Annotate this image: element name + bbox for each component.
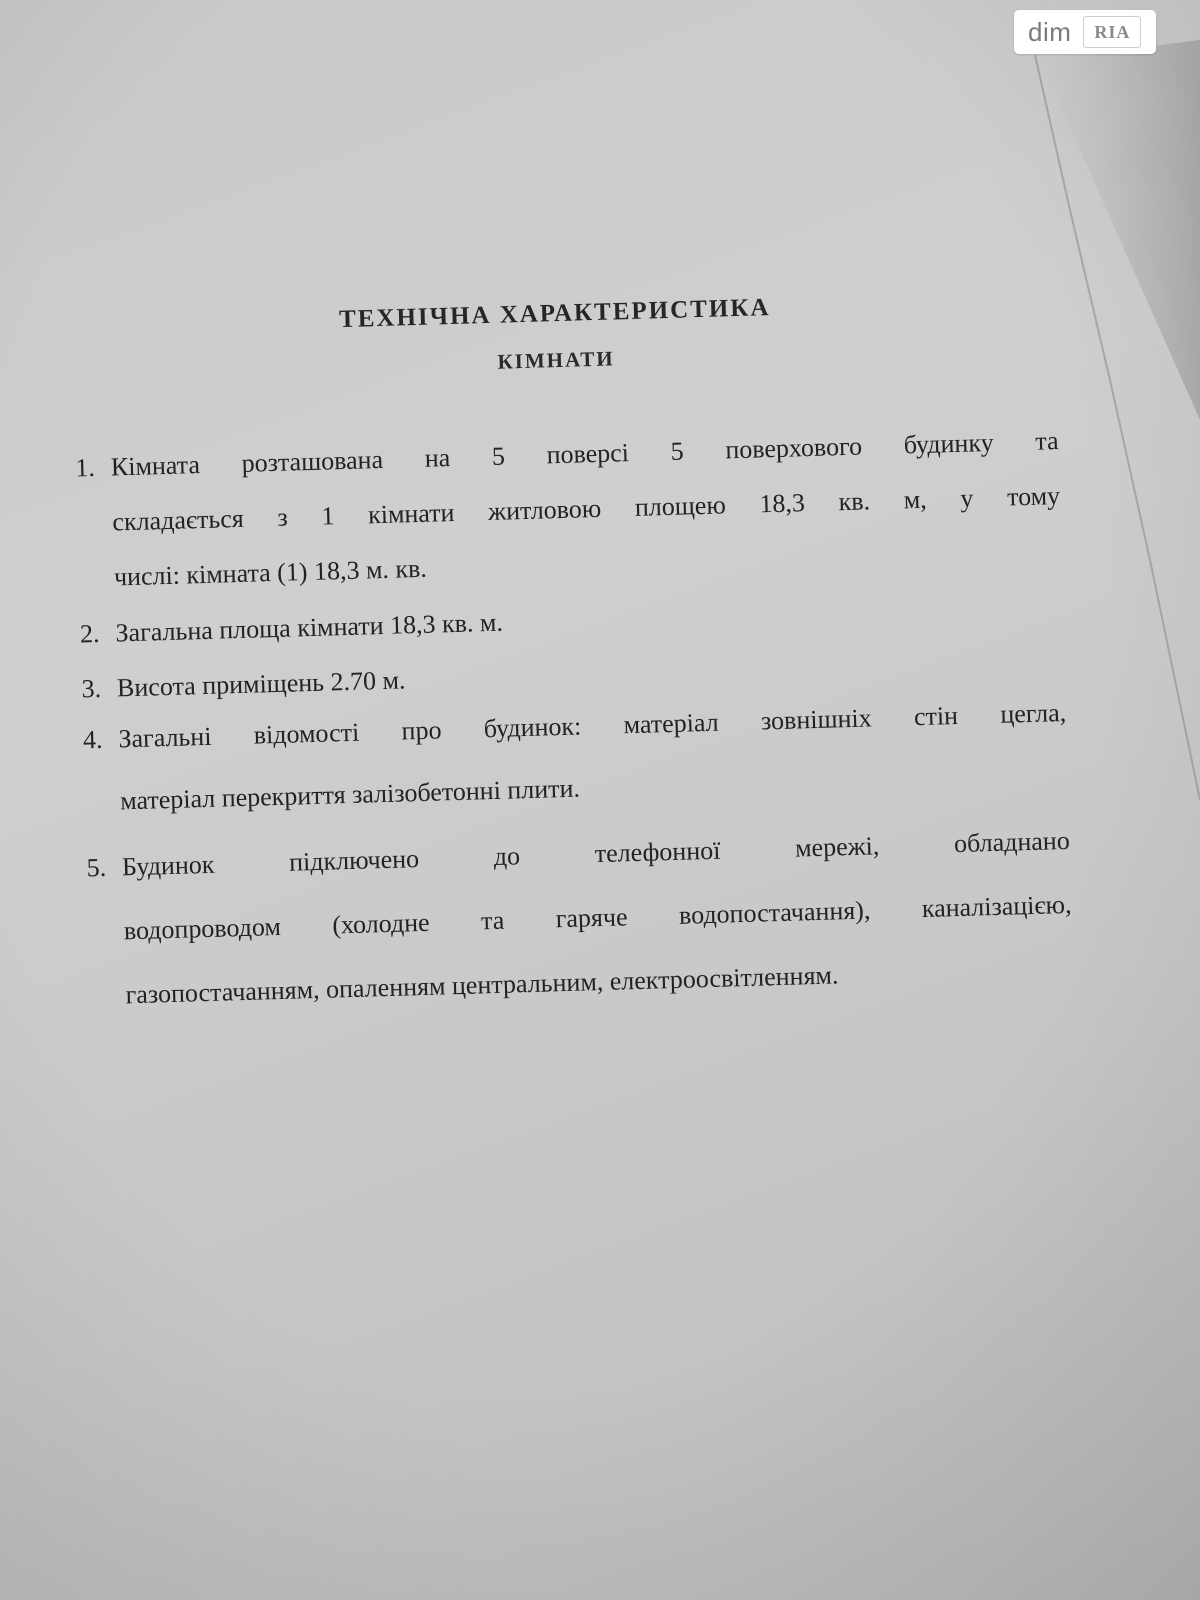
item-text bbox=[117, 647, 1065, 703]
item-line: числі: кімната (1) 18,3 м. кв. bbox=[113, 553, 428, 592]
item-text bbox=[110, 426, 1062, 617]
item-line: матеріал перекриття залізобетонні плити. bbox=[119, 773, 581, 816]
item-line: газопостачанням, опаленням центральним, електроосвітленням. bbox=[125, 960, 839, 1010]
item-number: 1. bbox=[75, 452, 96, 483]
item-line: складається з 1 кімнати житловою площею 18,3 кв. м, у тому bbox=[112, 481, 1061, 537]
item-text bbox=[118, 698, 1069, 848]
item-line: Загальні відомості про будинок: матеріал зовнішніх стін цегла, bbox=[118, 697, 1067, 754]
item-number: 5. bbox=[86, 852, 107, 883]
item-number: 4. bbox=[82, 724, 103, 755]
item-text bbox=[122, 826, 1075, 1044]
item-line: Будинок підключено до телефонної мережі, обладнано bbox=[121, 825, 1071, 882]
item-line: Висота приміщень 2.70 м. bbox=[116, 665, 406, 703]
list-item bbox=[65, 647, 1065, 704]
item-line: Кімната розташована на 5 поверсі 5 поверхового будинку та bbox=[110, 426, 1059, 482]
item-number: 2. bbox=[79, 618, 100, 649]
item-number: 3. bbox=[81, 673, 102, 704]
list-item bbox=[59, 426, 1061, 592]
item-line: Загальна площа кімнати 18,3 кв. м. bbox=[115, 607, 504, 648]
watermark-dim-text: dim bbox=[1028, 16, 1072, 47]
list-item bbox=[66, 697, 1067, 816]
document-title: ТЕХНІЧНА ХАРАКТЕРИСТИКА bbox=[338, 294, 771, 334]
watermark-ria-badge: RIA bbox=[1083, 16, 1141, 48]
item-line: водопроводом (холодне та гаряче водопостачання), каналізацією, bbox=[123, 889, 1072, 946]
document-subtitle: КІМНАТИ bbox=[497, 346, 616, 374]
